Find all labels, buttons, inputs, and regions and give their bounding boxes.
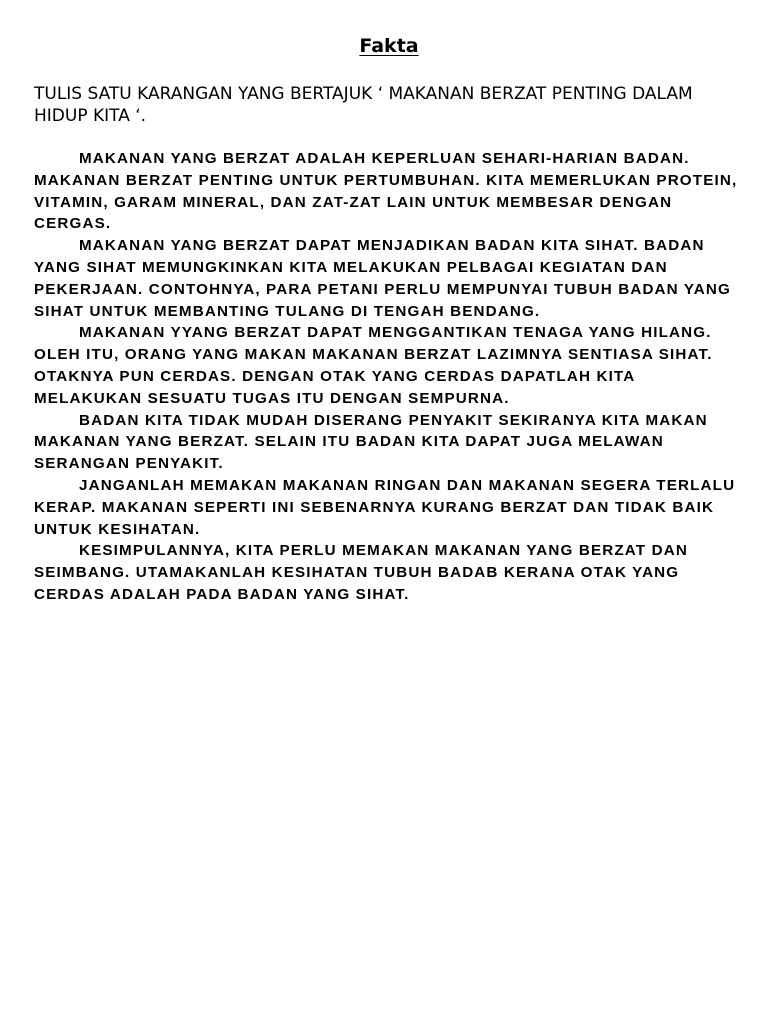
document-page (34, 34, 744, 606)
essay-paragraph: KESIMPULANNYA, KITA PERLU MEMAKAN MAKANAN YANG BERZAT DAN SEIMBANG. UTAMAKANLAH KESIHATAN TUBUH BADAB KERANA OTAK YANG CERDAS ADALAH PADA BADAN YANG SIHAT. (34, 542, 688, 603)
essay-paragraph: MAKANAN YANG BERZAT DAPAT MENJADIKAN BADAN KITA SIHAT. BADAN YANG SIHAT MEMUNGKINKAN KITA MELAKUKAN PELBAGAI KEGIATAN DAN PEKERJAAN. CONTOHNYA, PARA PETANI PERLU MEMPUNYAI TUBUH BADAN YANG SIHAT UNTUK MEMBANTING TULANG DI TENGAH BENDANG. (34, 237, 731, 320)
essay-paragraph: JANGANLAH MEMAKAN MAKANAN RINGAN DAN MAKANAN SEGERA TERLALU KERAP. MAKANAN SEPERTI INI SEBENARNYA KURANG BERZAT DAN TIDAK BAIK UNTUK KESIHATAN. (34, 476, 736, 538)
essay-body (34, 148, 744, 606)
document-title: Fakta (359, 35, 419, 57)
essay-paragraph: BADAN KITA TIDAK MUDAH DISERANG PENYAKIT SEKIRANYA KITA MAKAN MAKANAN YANG BERZAT. SELAIN ITU BADAN KITA DAPAT JUGA MELAWAN SERANGAN PENYAKIT. (34, 411, 708, 473)
essay-instruction: TULIS SATU KARANGAN YANG BERTAJUK ‘ MAKANAN BERZAT PENTING DALAM HIDUP KITA ‘. (34, 84, 693, 126)
essay-paragraph: MAKANAN YANG BERZAT ADALAH KEPERLUAN SEHARI-HARIAN BADAN. MAKANAN BERZAT PENTING UNTUK PERTUMBUHAN. KITA MEMERLUKAN PROTEIN, VITAMIN, GARAM MINERAL, DAN ZAT-ZAT LAIN UNTUK MEMBESAR DENGAN CERGAS. (34, 150, 738, 233)
essay-paragraph: MAKANAN YYANG BERZAT DAPAT MENGGANTIKAN TENAGA YANG HILANG. OLEH ITU, ORANG YANG MAKAN MAKANAN BERZAT LAZIMNYA SENTIASA SIHAT. OTAKNYA PUN CERDAS. DENGAN OTAK YANG CERDAS DAPATLAH KITA MELAKUKAN SESUATU TUGAS ITU DENGAN SEMPURNA. (34, 324, 713, 407)
